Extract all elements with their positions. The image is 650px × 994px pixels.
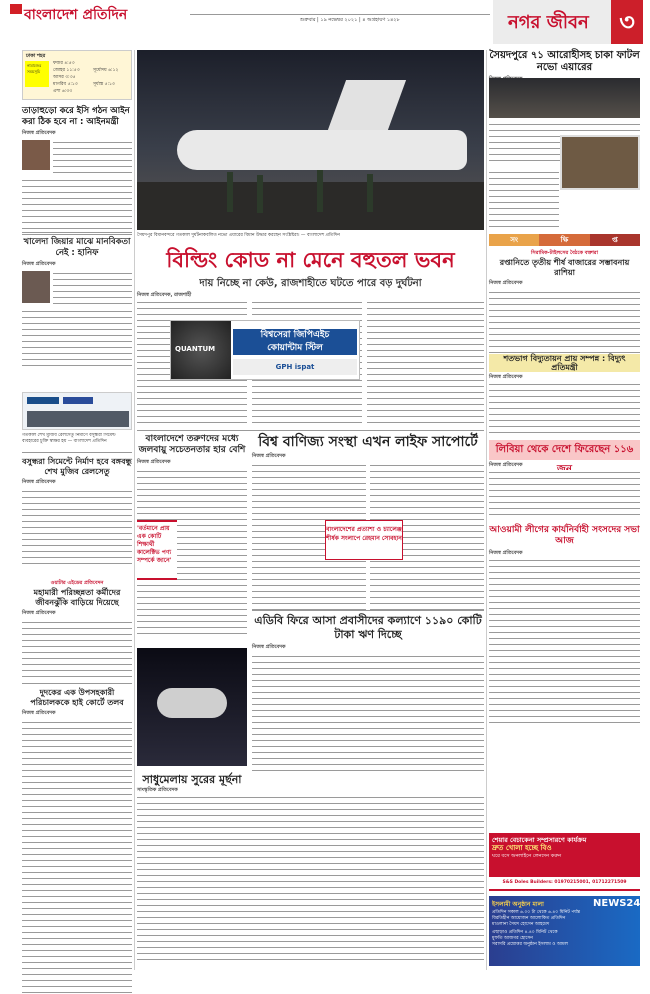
prayer-times-box: ঢাকা শহর নামাজের সময়সূচি ফজর ৪:৫৩ জোহর ১১:৫৩ আসর ৩:৩৫ মাগরিব ৫:১৩ এশা ৬:৩৩ সূর্যোদয় ৬:১২ সূর্যাস্ত ৫:১৩ [22,50,132,100]
article-wto: বিশ্ব বাণিজ্য সংস্থা এখন লাইফ সাপোর্টে নিজস্ব প্রতিবেদক [252,434,484,613]
article-dudok: দুদকের এক উপসহকারী পরিচালককে হাই কোর্টে তলব নিজস্ব প্রতিবেদক [22,688,132,994]
lead-subheadline: দায় নিচ্ছে না কেউ, রাজশাহীতে ঘটতে পারে বড় দুর্ঘটনা [199,278,422,289]
sadhu-mela-photo [137,648,247,766]
author-photo [22,140,50,170]
gph-ad[interactable]: QUANTUM বিশ্বসেরা জিপিএইচ কোয়ান্টাম স্টিল GPH ispat [170,320,360,380]
sadhu-title: সাধুমেলায় সুরের মূর্ছনা [142,773,242,786]
logo: বাংলাদেশ প্রতিদিন [24,7,128,23]
article-libya-title: লিবিয়া থেকে দেশে ফিরেছেন ১১৬ [489,440,640,460]
article-climate: বাংলাদেশে তরুণদের মধ্যে জলবায়ু সচেতনতার হার বেশি নিজস্ব প্রতিবেদক [137,434,247,639]
section-title: নগর জীবন [508,12,589,33]
shop-ad[interactable]: শেয়ার বেচাকেনা সম্প্রসারণে কার্যক্রম দ্রুত খোলা হচ্ছে বিও ঘরে বসে অনলাইনে লেনদেন করুন S&S Doles Builders: 01970215001, 01712271509 [489,833,640,891]
article-bashundhara-cement: বসুন্ধরা সিমেন্টে নির্মাণ হবে বঙ্গবন্ধু শেখ মুজিব রেলসেতু নিজস্ব প্রতিবেদক [22,457,132,567]
airplane-icon [177,130,467,170]
plane-photo [137,50,484,230]
article-awami-league-title: আওয়ামী লীগের কার্যনির্বাহী সংসদের সভা আজ [489,525,640,546]
lead-headline: বিল্ডিং কোড না মেনে বহুতল ভবন [166,248,455,272]
pull-quote: 'বর্তমানে প্রায় এক কোটি শিক্ষার্থী কালেক্টিভ পণ্য সম্পর্কে জানে' [137,520,177,580]
issue-date: শুক্রবার | ১৯ নভেম্বর ২০২১ | ৪ অগ্রহায়ণ ১৪২৮ [300,17,400,23]
article-ceramic: সিরামিক-টাইলসের বৈঠকে বক্তারা রপ্তানিতে তৃতীয় শীর্ষ বাজারের সম্ভাবনায় রাশিয়া নিজস্ব প্রতিবেদক [489,250,640,356]
newspaper-page: বাংলাদেশ প্রতিদিন শুক্রবার | ১৯ নভেম্বর ২০২১ | ৪ অগ্রহায়ণ ১৪২৮ নগর জীবন ৩ ঢাকা শহর নামাজের সময়সূচি ফজর ৪:৫৩ জোহর ১১:৫৩ আসর ৩:৩৫ মাগরিব ৫:১৩ এশা ৬:৩৩ সূর্যোদয় ৬:১২ সূর্যাস্ত ৫:১৩ তাড়াহুড়ো করে ইসি গঠন আইন করা ঠিক হবে না : আইনমন্ত্রী নিজস্ব প্রতিবেদক খালেদা জিয়ার মাঝে মানবিকতা নেই : হানিফ নিজস্ব প্রতিবেদক গতকাল শেখ মুজিব রেলসেতু নির্মাণে বসুন্ধরা সিমেন্ট ব্যবহারের চুক্তি স্বাক্ষর হয় — বাংলাদেশ প্রতিদিন বসুন্ধরা সিমেন্টে নির্মাণ হবে বঙ্গবন্ধু শেখ মুজিব রেলসেতু নিজস্ব প্রতিবেদক ওয়াটার এইডের প্রতিবেদন মহামারী পরিচ্ছন্নতা কর্মীদের জীবনঝুঁকি বাড়িয়ে দিয়েছে নিজস্ব প্রতিবেদক দুদকের এক উপসহকারী পরিচালককে হাই কোর্টে তলব নিজস্ব প্রতিবেদক সৈয়দপুর বিমানবন্দরে গতকাল দুর্ঘটনাকবলিত নভো এয়ারের বিমান উদ্ধার করছেন সংশ্লিষ্টরা। — বাংলাদেশ প্রতিদিন বিল্ডিং কোড না মেনে বহুতল ভবন দায় নিচ্ছে না কেউ, রাজশাহীতে ঘটতে পারে বড় দুর্ঘটনা নিজস্ব প্রতিবেদক, রাজশাহী QUANTUM বিশ্বসেরা জিপিএইচ কোয়ান্টাম স্টিল GPH ispat বাংলাদেশে তরুণদের মধ্যে জলবায়ু সচেতনতার হার বেশি নিজস্ব প্রতিবেদক 'বর্তমানে প্রায় এক কোটি শিক্ষার্থী কালেক্টিভ পণ্য সম্পর্কে জানে' বিশ্ব বাণিজ্য সংস্থা এখন লাইফ সাপোর্টে নিজস্ব প্রতিবেদক বাংলাদেশের প্রত্যাশা ও চ্যালেঞ্জ শীর্ষক সংলাপে রেহমান সোবহান এডিবি ফিরে আসা প্রবাসীদের কল্যাণে ১১৯০ কোটি টাকা ঋণ দিচ্ছে নিজস্ব প্রতিবেদক সাধুমেলায় সুরের মূর্ছনা সাংস্কৃতিক প্রতিবেদক সৈয়দপুরে ৭১ আরোহীসহ চাকা ফাটল নভো এয়ারের সং ক্ষি প্ত সিরামিক-টাইলসের বৈঠকে বক্তারা রপ্তানিতে তৃতীয় শীর্ষ বাজারের সম্ভাবনায় রাশিয়া নিজস্ব প্রতিবেদক শতভাগ বিদ্যুতায়ন প্রায় সম্পন্ন : বিদ্যুৎ প্রতিমন্ত্রী নিজস্ব প্রতিবেদক লিবিয়া থেকে দেশে ফিরেছেন ১১৬ নিজস্ব প্রতিবেদক আওয়ামী লীগের কার্যনির্বাহী সংসদের সভা আজ নিজস্ব প্রতিবেদক শেয়ার বেচাকেনা সম্প্রসারণে কার্যক্রম দ্রুত খোলা হচ্ছে বিও ঘরে বসে অনলাইনে লেনদেন করুন S&S Doles Builders: 01970215001, 01712271509 ইসলামী অনুষ্ঠান মালা NEWS24 প্রতিদিন সকাল ৬.০০ টা থেকে ৬.৪০ মিনিট পর্যন্ত বিরতিহীন আয়োজন আলোকিত প্রতিদিন মাওলানা সৈয়দ হোসেন আহমেদ এছাড়াও প্রতিদিন ৪.৪০ মিনিট থেকে মুফতি আজগর হোসেন সরাসরি প্রশ্নোত্তর অনুষ্ঠান ইসলাম ও আমল [0,0,650,984]
author-photo [22,271,50,303]
article-wateraid: ওয়াটার এইডের প্রতিবেদন মহামারী পরিচ্ছন্নতা কর্মীদের জীবনঝুঁকি বাড়িয়ে দিয়েছে নিজস্ব প্রতিবেদক [22,580,132,680]
section-tag: সং ক্ষি প্ত [489,234,640,246]
bashundhara-photo [22,392,132,430]
article-law-minister: তাড়াহুড়ো করে ইসি গঠন আইন করা ঠিক হবে না : আইনমন্ত্রী নিজস্ব প্রতিবেদক [22,106,132,238]
article-novoair: সৈয়দপুরে ৭১ আরোহীসহ চাকা ফাটল নভো এয়ারের [489,50,640,73]
news24-ad[interactable]: ইসলামী অনুষ্ঠান মালা NEWS24 প্রতিদিন সকাল ৬.০০ টা থেকে ৬.৪০ মিনিট পর্যন্ত বিরতিহীন আয়োজন আলোকিত প্রতিদিন মাওলানা সৈয়দ হোসেন আহমেদ এছাড়াও প্রতিদিন ৪.৪০ মিনিট থেকে মুফতি আজগর হোসেন সরাসরি প্রশ্নোত্তর অনুষ্ঠান ইসলাম ও আমল [489,896,640,966]
page-number: ৩ [611,0,643,44]
masthead [0,0,650,48]
tire-photo [560,135,640,190]
novoair-photo [489,78,640,118]
logo-icon [10,4,22,14]
article-electricity-title: শতভাগ বিদ্যুতায়ন প্রায় সম্পন্ন : বিদ্যুৎ প্রতিমন্ত্রী [489,354,640,372]
article-hanif: খালেদা জিয়ার মাঝে মানবিকতা নেই : হানিফ নিজস্ব প্রতিবেদক [22,237,132,369]
article-adb: এডিবি ফিরে আসা প্রবাসীদের কল্যাণে ১১৯০ কোটি টাকা ঋণ দিচ্ছে নিজস্ব প্রতিবেদক [252,614,484,774]
